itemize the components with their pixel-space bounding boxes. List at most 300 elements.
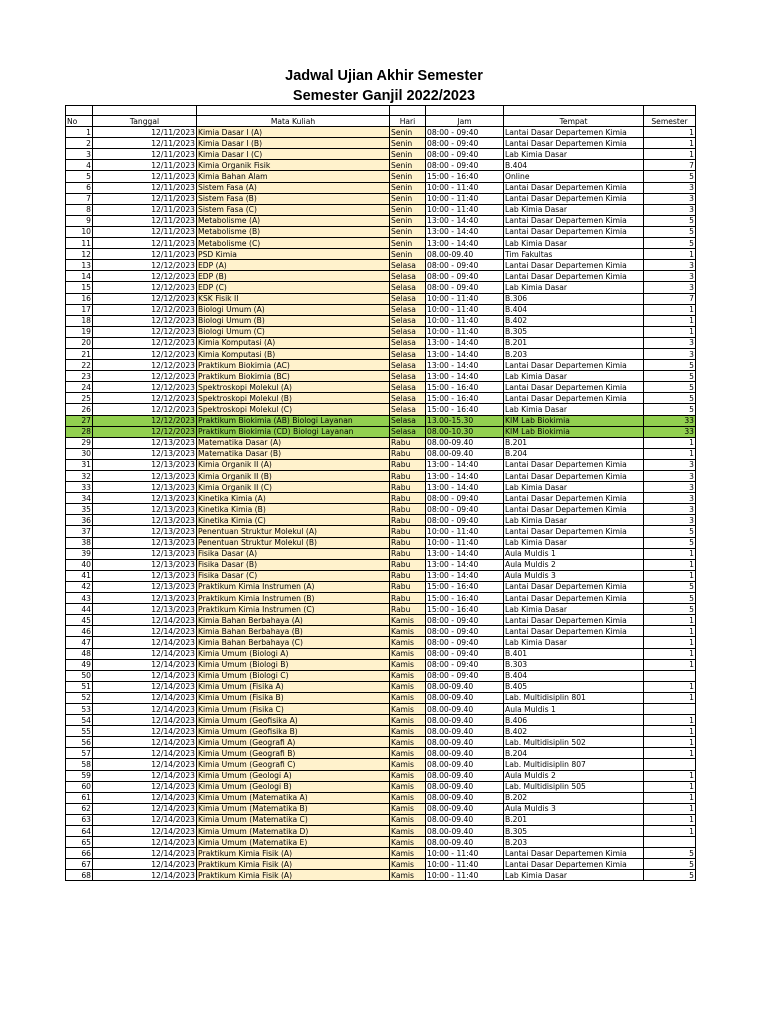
cell-tempat: B.201 (504, 337, 644, 348)
table-row (66, 215, 696, 226)
cell-tempat: Lab. Multidisiplin 502 (504, 737, 644, 748)
cell-jam: 10:00 - 11:40 (426, 293, 504, 304)
cell-no: 67 (66, 859, 93, 870)
cell-semester: 1 (644, 692, 696, 703)
cell-semester: 1 (644, 138, 696, 149)
table-row (66, 537, 696, 548)
cell-tempat: Lantai Dasar Departemen Kimia (504, 504, 644, 515)
cell-semester: 5 (644, 604, 696, 615)
cell-tempat: Lantai Dasar Departemen Kimia (504, 626, 644, 637)
table-row (66, 471, 696, 482)
table-row (66, 448, 696, 459)
cell-semester (644, 670, 696, 681)
cell-tanggal: 12/11/2023 (93, 149, 197, 160)
cell-tanggal: 12/14/2023 (93, 681, 197, 692)
cell-mata-kuliah: EDP (B) (197, 271, 390, 282)
cell-tanggal: 12/13/2023 (93, 437, 197, 448)
table-header-row (66, 116, 696, 127)
cell-mata-kuliah: PSD Kimia (197, 249, 390, 260)
cell-no: 45 (66, 615, 93, 626)
cell-tempat: Aula Muldis 3 (504, 803, 644, 814)
cell-jam: 08.00-09.40 (426, 748, 504, 759)
cell-tempat: B.306 (504, 293, 644, 304)
cell-jam: 13:00 - 14:40 (426, 348, 504, 359)
cell-tanggal: 12/11/2023 (93, 171, 197, 182)
cell-tempat: B.203 (504, 348, 644, 359)
cell-hari: Rabu (390, 504, 426, 515)
cell-tempat: B.204 (504, 448, 644, 459)
cell-semester: 3 (644, 515, 696, 526)
table-row (66, 371, 696, 382)
cell-semester: 3 (644, 182, 696, 193)
cell-jam: 13:00 - 14:40 (426, 226, 504, 237)
cell-semester: 1 (644, 548, 696, 559)
cell-tanggal: 12/12/2023 (93, 337, 197, 348)
cell-no: 18 (66, 315, 93, 326)
cell-no: 51 (66, 681, 93, 692)
cell-tempat: Lab Kimia Dasar (504, 637, 644, 648)
cell-mata-kuliah: Kimia Umum (Geofisika A) (197, 715, 390, 726)
cell-hari: Kamis (390, 637, 426, 648)
cell-mata-kuliah: EDP (A) (197, 260, 390, 271)
cell-tanggal: 12/14/2023 (93, 826, 197, 837)
cell-tempat: B.404 (504, 304, 644, 315)
cell-hari: Kamis (390, 781, 426, 792)
cell-semester: 3 (644, 459, 696, 470)
table-row (66, 703, 696, 714)
cell-tempat: Lab. Multidisiplin 807 (504, 759, 644, 770)
table-blank-row (66, 106, 696, 116)
cell-tempat: Lantai Dasar Departemen Kimia (504, 581, 644, 592)
cell-tanggal: 12/12/2023 (93, 260, 197, 271)
cell-mata-kuliah: Kimia Umum (Matematika A) (197, 792, 390, 803)
cell-semester: 5 (644, 848, 696, 859)
cell-no: 63 (66, 814, 93, 825)
cell-tanggal: 12/14/2023 (93, 770, 197, 781)
cell-hari: Kamis (390, 770, 426, 781)
cell-tanggal: 12/13/2023 (93, 471, 197, 482)
cell-mata-kuliah: Fisika Dasar (B) (197, 559, 390, 570)
cell-hari: Kamis (390, 681, 426, 692)
cell-tempat: KIM Lab Biokimia (504, 426, 644, 437)
cell-jam: 08.00-09.40 (426, 249, 504, 260)
cell-semester: 1 (644, 304, 696, 315)
cell-hari: Selasa (390, 360, 426, 371)
table-row (66, 393, 696, 404)
cell-jam: 08.00-09.40 (426, 814, 504, 825)
table-row (66, 726, 696, 737)
document-title (0, 66, 768, 106)
cell-no: 34 (66, 493, 93, 504)
cell-hari: Kamis (390, 759, 426, 770)
title-line-1: Jadwal Ujian Akhir Semester (285, 68, 483, 84)
cell-no: 23 (66, 371, 93, 382)
cell-mata-kuliah: Kimia Umum (Matematika B) (197, 803, 390, 814)
cell-jam: 10:00 - 11:40 (426, 848, 504, 859)
cell-tempat: Lantai Dasar Departemen Kimia (504, 848, 644, 859)
table-row (66, 160, 696, 171)
cell-tanggal: 12/11/2023 (93, 226, 197, 237)
table-row (66, 681, 696, 692)
cell-tempat: Aula Muldis 2 (504, 559, 644, 570)
cell-jam: 08:00 - 09:40 (426, 160, 504, 171)
cell-semester: 3 (644, 482, 696, 493)
cell-jam: 13:00 - 14:40 (426, 570, 504, 581)
cell-no: 61 (66, 792, 93, 803)
cell-semester: 5 (644, 581, 696, 592)
cell-mata-kuliah: Praktikum Biokimia (BC) (197, 371, 390, 382)
cell-mata-kuliah: Biologi Umum (C) (197, 326, 390, 337)
cell-hari: Rabu (390, 593, 426, 604)
cell-jam: 10:00 - 11:40 (426, 182, 504, 193)
cell-mata-kuliah: Praktikum Kimia Instrumen (C) (197, 604, 390, 615)
cell-semester: 5 (644, 537, 696, 548)
header-jam: Jam (426, 116, 504, 127)
cell-mata-kuliah: Matematika Dasar (A) (197, 437, 390, 448)
cell-tempat: Lantai Dasar Departemen Kimia (504, 526, 644, 537)
table-row (66, 459, 696, 470)
table-row (66, 171, 696, 182)
cell-no: 52 (66, 692, 93, 703)
cell-semester: 5 (644, 171, 696, 182)
cell-hari: Kamis (390, 859, 426, 870)
cell-jam: 08.00-09.40 (426, 437, 504, 448)
cell-hari: Selasa (390, 426, 426, 437)
cell-no: 50 (66, 670, 93, 681)
cell-no: 13 (66, 260, 93, 271)
cell-semester (644, 703, 696, 714)
table-row (66, 326, 696, 337)
cell-mata-kuliah: Spektroskopi Molekul (A) (197, 382, 390, 393)
cell-mata-kuliah: Kimia Umum (Matematika C) (197, 814, 390, 825)
cell-jam: 08:00 - 09:40 (426, 504, 504, 515)
table-row (66, 482, 696, 493)
cell-semester: 3 (644, 193, 696, 204)
cell-hari: Rabu (390, 448, 426, 459)
cell-jam: 08.00-09.40 (426, 803, 504, 814)
table-row (66, 803, 696, 814)
cell-semester: 1 (644, 737, 696, 748)
cell-tanggal: 12/14/2023 (93, 781, 197, 792)
cell-jam: 10:00 - 11:40 (426, 204, 504, 215)
cell-jam: 13:00 - 14:40 (426, 337, 504, 348)
cell-no: 36 (66, 515, 93, 526)
cell-semester: 3 (644, 204, 696, 215)
cell-hari: Rabu (390, 604, 426, 615)
cell-no: 1 (66, 127, 93, 138)
cell-no: 16 (66, 293, 93, 304)
cell-hari: Senin (390, 171, 426, 182)
cell-jam: 08.00-09.40 (426, 826, 504, 837)
table-row (66, 515, 696, 526)
cell-hari: Senin (390, 182, 426, 193)
cell-no: 68 (66, 870, 93, 881)
cell-jam: 13:00 - 14:40 (426, 371, 504, 382)
cell-hari: Kamis (390, 648, 426, 659)
cell-jam: 08.00-09.40 (426, 726, 504, 737)
cell-mata-kuliah: Praktikum Biokimia (AB) Biologi Layanan (197, 415, 390, 426)
header-mata-kuliah: Mata Kuliah (197, 116, 390, 127)
cell-mata-kuliah: Kimia Bahan Alam (197, 171, 390, 182)
cell-tanggal: 12/12/2023 (93, 371, 197, 382)
table-row (66, 526, 696, 537)
cell-tempat: B.401 (504, 648, 644, 659)
cell-tempat: B.201 (504, 437, 644, 448)
table-row (66, 193, 696, 204)
cell-jam: 08.00-09.40 (426, 759, 504, 770)
cell-semester: 1 (644, 626, 696, 637)
cell-no: 20 (66, 337, 93, 348)
cell-mata-kuliah: Penentuan Struktur Molekul (B) (197, 537, 390, 548)
cell-mata-kuliah: Praktikum Kimia Instrumen (A) (197, 581, 390, 592)
cell-semester: 7 (644, 293, 696, 304)
cell-tempat: Lab Kimia Dasar (504, 238, 644, 249)
cell-mata-kuliah: Kimia Organik Fisik (197, 160, 390, 171)
cell-no: 62 (66, 803, 93, 814)
table-row (66, 548, 696, 559)
cell-hari: Kamis (390, 826, 426, 837)
cell-mata-kuliah: Kimia Umum (Fisika B) (197, 692, 390, 703)
table-row (66, 426, 696, 437)
cell-hari: Senin (390, 215, 426, 226)
cell-tempat: Aula Muldis 1 (504, 548, 644, 559)
cell-mata-kuliah: Kimia Organik II (C) (197, 482, 390, 493)
cell-tempat: KIM Lab Biokimia (504, 415, 644, 426)
cell-no: 35 (66, 504, 93, 515)
cell-tanggal: 12/11/2023 (93, 193, 197, 204)
table-row (66, 770, 696, 781)
cell-mata-kuliah: Biologi Umum (A) (197, 304, 390, 315)
cell-hari: Senin (390, 149, 426, 160)
cell-no: 64 (66, 826, 93, 837)
cell-tanggal: 12/14/2023 (93, 726, 197, 737)
cell-tanggal: 12/13/2023 (93, 504, 197, 515)
cell-tanggal: 12/14/2023 (93, 692, 197, 703)
cell-tanggal: 12/12/2023 (93, 404, 197, 415)
cell-semester: 1 (644, 726, 696, 737)
cell-no: 6 (66, 182, 93, 193)
cell-no: 60 (66, 781, 93, 792)
cell-semester: 5 (644, 526, 696, 537)
cell-hari: Selasa (390, 337, 426, 348)
cell-tempat: Lantai Dasar Departemen Kimia (504, 226, 644, 237)
cell-tanggal: 12/14/2023 (93, 859, 197, 870)
table-row (66, 149, 696, 160)
cell-no: 37 (66, 526, 93, 537)
cell-jam: 10:00 - 11:40 (426, 526, 504, 537)
cell-tempat: Lab Kimia Dasar (504, 515, 644, 526)
cell-jam: 13:00 - 14:40 (426, 482, 504, 493)
cell-tempat: Lantai Dasar Departemen Kimia (504, 138, 644, 149)
cell-hari: Senin (390, 138, 426, 149)
cell-no: 30 (66, 448, 93, 459)
cell-semester: 7 (644, 160, 696, 171)
cell-mata-kuliah: Biologi Umum (B) (197, 315, 390, 326)
header-tanggal: Tanggal (93, 116, 197, 127)
cell-mata-kuliah: Kinetika Kimia (B) (197, 504, 390, 515)
cell-tanggal: 12/14/2023 (93, 759, 197, 770)
cell-hari: Kamis (390, 726, 426, 737)
cell-mata-kuliah: Kimia Komputasi (A) (197, 337, 390, 348)
cell-tanggal: 12/12/2023 (93, 360, 197, 371)
cell-hari: Rabu (390, 493, 426, 504)
cell-tanggal: 12/12/2023 (93, 415, 197, 426)
cell-semester: 3 (644, 337, 696, 348)
cell-hari: Selasa (390, 348, 426, 359)
cell-hari: Kamis (390, 848, 426, 859)
cell-tempat: B.402 (504, 315, 644, 326)
cell-jam: 08.00-09.40 (426, 837, 504, 848)
cell-mata-kuliah: Spektroskopi Molekul (C) (197, 404, 390, 415)
cell-hari: Kamis (390, 670, 426, 681)
table-body (66, 127, 696, 881)
cell-hari: Kamis (390, 615, 426, 626)
table-row (66, 238, 696, 249)
cell-no: 38 (66, 537, 93, 548)
cell-semester: 1 (644, 448, 696, 459)
cell-tempat: Lab. Multidisiplin 505 (504, 781, 644, 792)
cell-hari: Senin (390, 204, 426, 215)
cell-jam: 08.00-09.40 (426, 681, 504, 692)
cell-hari: Kamis (390, 748, 426, 759)
cell-tanggal: 12/14/2023 (93, 803, 197, 814)
cell-hari: Rabu (390, 548, 426, 559)
cell-mata-kuliah: Kimia Dasar I (C) (197, 149, 390, 160)
cell-semester: 3 (644, 493, 696, 504)
cell-tempat: Lantai Dasar Departemen Kimia (504, 127, 644, 138)
cell-tanggal: 12/13/2023 (93, 570, 197, 581)
cell-tanggal: 12/14/2023 (93, 814, 197, 825)
header-no: No (66, 116, 93, 127)
cell-semester: 1 (644, 781, 696, 792)
table-row (66, 615, 696, 626)
cell-hari: Rabu (390, 471, 426, 482)
cell-semester: 5 (644, 404, 696, 415)
table-row (66, 581, 696, 592)
cell-mata-kuliah: Fisika Dasar (A) (197, 548, 390, 559)
cell-mata-kuliah: Kimia Bahan Berbahaya (B) (197, 626, 390, 637)
cell-tanggal: 12/13/2023 (93, 515, 197, 526)
table-row (66, 570, 696, 581)
cell-tempat: B.404 (504, 670, 644, 681)
cell-semester: 3 (644, 271, 696, 282)
cell-jam: 15:00 - 16:40 (426, 581, 504, 592)
table-row (66, 138, 696, 149)
cell-semester: 1 (644, 615, 696, 626)
cell-jam: 08.00-09.40 (426, 703, 504, 714)
cell-jam: 13:00 - 14:40 (426, 360, 504, 371)
cell-hari: Rabu (390, 570, 426, 581)
cell-tempat: Lantai Dasar Departemen Kimia (504, 382, 644, 393)
cell-tempat: Lantai Dasar Departemen Kimia (504, 260, 644, 271)
table-row (66, 360, 696, 371)
cell-tanggal: 12/14/2023 (93, 848, 197, 859)
cell-hari: Selasa (390, 404, 426, 415)
cell-mata-kuliah: Sistem Fasa (A) (197, 182, 390, 193)
cell-jam: 13:00 - 14:40 (426, 471, 504, 482)
cell-no: 4 (66, 160, 93, 171)
cell-no: 48 (66, 648, 93, 659)
table-row (66, 870, 696, 881)
cell-tempat: Lab Kimia Dasar (504, 282, 644, 293)
table-row (66, 382, 696, 393)
cell-semester (644, 759, 696, 770)
cell-mata-kuliah: Metabolisme (B) (197, 226, 390, 237)
table-row (66, 271, 696, 282)
cell-mata-kuliah: Kimia Organik II (A) (197, 459, 390, 470)
cell-jam: 08.00-09.40 (426, 792, 504, 803)
cell-mata-kuliah: Fisika Dasar (C) (197, 570, 390, 581)
cell-tempat: Online (504, 171, 644, 182)
cell-jam: 08:00 - 09:40 (426, 282, 504, 293)
cell-hari: Selasa (390, 371, 426, 382)
cell-no: 24 (66, 382, 93, 393)
cell-jam: 08:00 - 09:40 (426, 637, 504, 648)
cell-tanggal: 12/14/2023 (93, 870, 197, 881)
cell-no: 7 (66, 193, 93, 204)
cell-no: 25 (66, 393, 93, 404)
cell-semester: 1 (644, 792, 696, 803)
cell-no: 9 (66, 215, 93, 226)
cell-tanggal: 12/13/2023 (93, 581, 197, 592)
cell-tanggal: 12/14/2023 (93, 792, 197, 803)
cell-mata-kuliah: Kimia Umum (Geografi A) (197, 737, 390, 748)
cell-jam: 13:00 - 14:40 (426, 559, 504, 570)
cell-no: 59 (66, 770, 93, 781)
cell-no: 27 (66, 415, 93, 426)
cell-no: 22 (66, 360, 93, 371)
cell-tempat: Lab Kimia Dasar (504, 371, 644, 382)
table-row (66, 737, 696, 748)
cell-tanggal: 12/13/2023 (93, 526, 197, 537)
cell-jam: 08.00-09.40 (426, 715, 504, 726)
cell-tanggal: 12/13/2023 (93, 448, 197, 459)
cell-mata-kuliah: Metabolisme (A) (197, 215, 390, 226)
table-row (66, 626, 696, 637)
cell-tanggal: 12/11/2023 (93, 215, 197, 226)
cell-mata-kuliah: Kimia Organik II (B) (197, 471, 390, 482)
cell-tanggal: 12/14/2023 (93, 703, 197, 714)
cell-hari: Selasa (390, 315, 426, 326)
cell-tanggal: 12/12/2023 (93, 293, 197, 304)
cell-hari: Kamis (390, 703, 426, 714)
cell-mata-kuliah: Kimia Umum (Fisika C) (197, 703, 390, 714)
cell-tanggal: 12/14/2023 (93, 637, 197, 648)
cell-semester: 1 (644, 681, 696, 692)
cell-hari: Senin (390, 226, 426, 237)
cell-semester: 1 (644, 748, 696, 759)
exam-schedule-table (65, 105, 696, 881)
cell-tanggal: 12/12/2023 (93, 304, 197, 315)
cell-tempat: Lantai Dasar Departemen Kimia (504, 493, 644, 504)
cell-mata-kuliah: Kimia Komputasi (B) (197, 348, 390, 359)
cell-tempat: Tim Fakultas (504, 249, 644, 260)
cell-hari: Rabu (390, 459, 426, 470)
cell-jam: 08:00 - 09:40 (426, 127, 504, 138)
table-row (66, 848, 696, 859)
cell-no: 8 (66, 204, 93, 215)
cell-hari: Selasa (390, 271, 426, 282)
cell-jam: 13:00 - 14:40 (426, 548, 504, 559)
cell-tempat: Lantai Dasar Departemen Kimia (504, 182, 644, 193)
table-row (66, 759, 696, 770)
cell-hari: Kamis (390, 715, 426, 726)
cell-hari: Kamis (390, 737, 426, 748)
cell-mata-kuliah: Kimia Umum (Biologi A) (197, 648, 390, 659)
cell-tanggal: 12/12/2023 (93, 382, 197, 393)
cell-no: 44 (66, 604, 93, 615)
cell-tanggal: 12/14/2023 (93, 648, 197, 659)
